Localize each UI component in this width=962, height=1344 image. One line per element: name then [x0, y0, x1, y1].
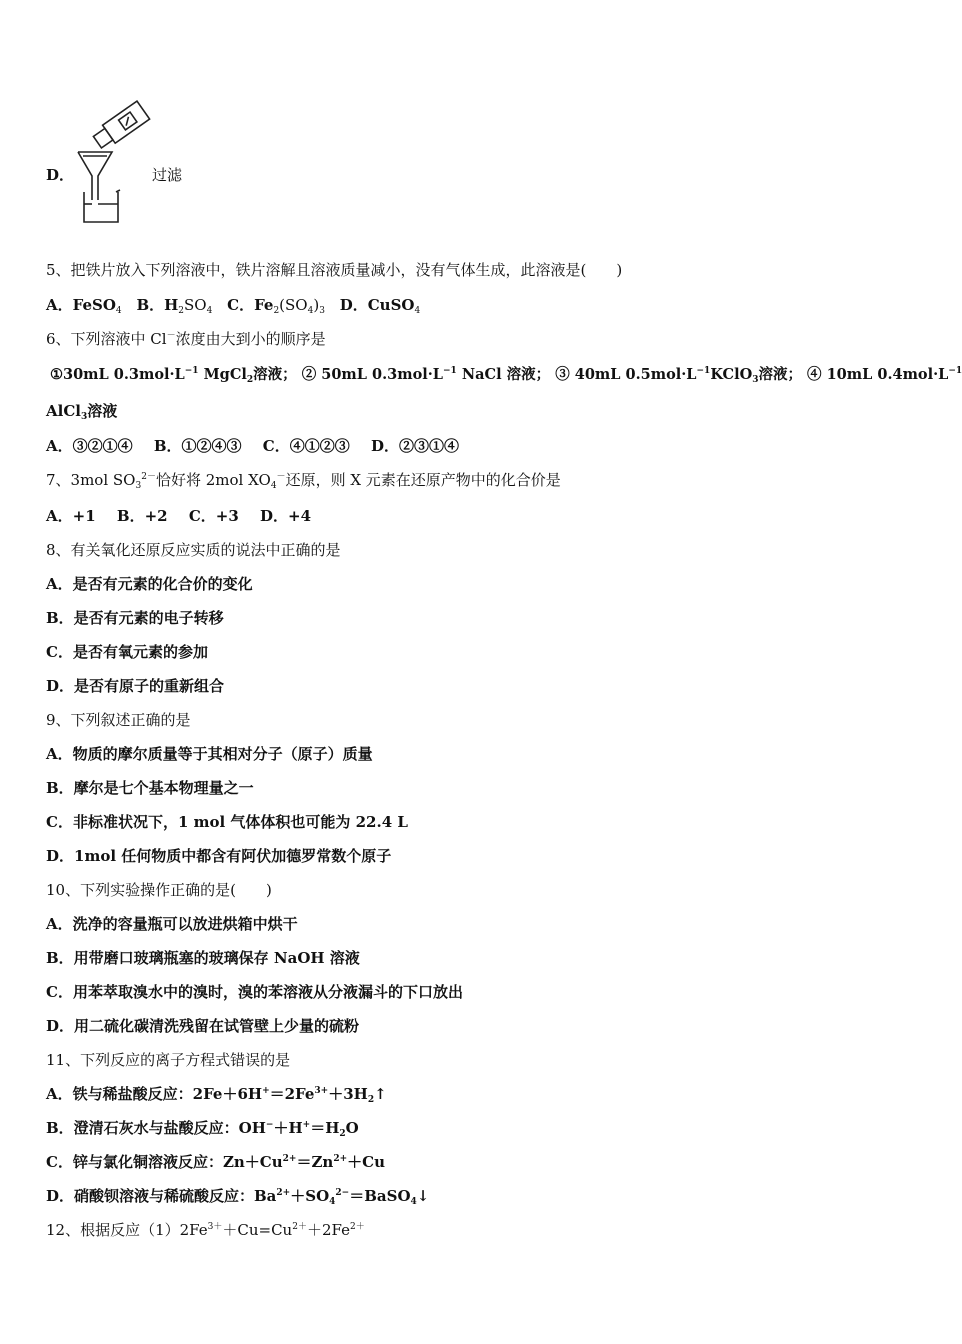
reagent-bottle [91, 101, 149, 151]
q5-options [46, 295, 420, 315]
q5-option-a: A．FeSO$_4$ [46, 296, 122, 316]
q11-stem: 11、下列反应的离子方程式错误的是 [46, 1051, 291, 1069]
q11-option-d: D．硝酸钡溶液与稀硫酸反应：$Ba^{2+}+SO_4^{2-}=BaSO_4↓$ [46, 1187, 430, 1207]
q8-option-a: A．是否有元素的化合价的变化 [46, 575, 253, 593]
q5-option-d: D．CuSO$_4$ [339, 296, 421, 316]
q7-option-d: D．+4 [260, 507, 312, 525]
q6-solutions-cont: AlCl$_3$溶液 [46, 402, 118, 422]
q6-solutions: ①30mL $0.3mol\cdot L^{-1}$ MgCl$_2$溶液； ② 50mL $0.3mol\cdot L^{-1}$ NaCl 溶液； ③ 40mL $0.5mol\cdot L^{-1}KClO_3$溶液； ④ 10mL $0.4mol\cdot L^{-1}$ [50, 366, 962, 385]
q10-stem: 10、下列实验操作正确的是( ) [46, 881, 272, 899]
q5-option-b: B．$H_2SO_4$ [136, 296, 213, 316]
q9-option-d: D．1mol 任何物质中都含有阿伏加德罗常数个原子 [46, 847, 392, 865]
q6-stem: 6、下列溶液中 Cl－浓度由大到小的顺序是 [46, 330, 326, 348]
q6-option-b: B．①②④③ [153, 437, 242, 455]
q8-option-d: D．是否有原子的重新组合 [46, 677, 225, 695]
beaker [84, 192, 118, 222]
q7-options [46, 506, 311, 526]
q9-stem: 9、下列叙述正确的是 [46, 711, 191, 729]
bottle-body [103, 101, 150, 143]
option-label: 过滤 [152, 166, 183, 184]
q7-option-a: A．+1 [46, 507, 96, 525]
funnel-left [78, 152, 92, 200]
q9-option-a: A．物质的摩尔质量等于其相对分子（原子）质量 [46, 745, 373, 763]
q10-option-a: A．洗净的容量瓶可以放进烘箱中烘干 [46, 915, 298, 933]
q11-option-c: C．锌与氯化铜溶液反应：$Zn+Cu^{2+}=Zn^{2+}+Cu$ [46, 1153, 385, 1171]
q8-option-c: C．是否有氧元素的参加 [46, 643, 208, 661]
q6-option-d: D．②③①④ [370, 437, 459, 455]
q6-option-c: C．④①②③ [262, 437, 350, 455]
q9-option-c: C．非标准状况下，1 mol 气体体积也可能为 22.4 L [46, 813, 408, 831]
q9-option-b: B．摩尔是七个基本物理量之一 [46, 779, 254, 797]
q6-option-a: A．③②①④ [46, 437, 133, 455]
q7-option-b: B．+2 [116, 507, 168, 525]
q11-option-a: A．铁与稀盐酸反应：$2Fe+6H^+=2Fe^{3+}+3H_2↑$ [46, 1085, 387, 1105]
q8-option-b: B．是否有元素的电子转移 [46, 609, 224, 627]
q8-stem: 8、有关氧化还原反应实质的说法中正确的是 [46, 541, 341, 559]
q12-stem: 12、根据反应$(1)2Fe^{3+}+Cu=Cu^{2+}+2Fe^{2+}$ [46, 1221, 365, 1239]
q4-option-d [46, 165, 183, 185]
filtration-apparatus-illustration [72, 100, 162, 226]
q10-option-d: D．用二硫化碳清洗残留在试管壁上少量的硫粉 [46, 1017, 360, 1035]
q11-option-b: B．澄清石灰水与盐酸反应：$OH^-+H^+=H_2O$ [46, 1119, 359, 1139]
q6-options [46, 436, 459, 456]
q5-option-c: C．$Fe_2(SO_4)_3$ [227, 296, 325, 316]
q5-stem: 5、把铁片放入下列溶液中，铁片溶解且溶液质量减小，没有气体生成，此溶液是( ) [46, 261, 623, 279]
q7-stem: 7、3mol $SO_3^{2-}$恰好将 2mol $XO_4^-$还原，则 X 元素在还原产物中的化合价是 [46, 471, 561, 491]
q7-option-c: C．+3 [188, 507, 239, 525]
q10-option-b: B．用带磨口玻璃瓶塞的玻璃保存 NaOH 溶液 [46, 949, 360, 967]
q10-option-c: C．用苯萃取溴水中的溴时，溴的苯溶液从分液漏斗的下口放出 [46, 983, 463, 1001]
option-letter: D． [46, 166, 75, 184]
bottle-neck [93, 128, 112, 147]
